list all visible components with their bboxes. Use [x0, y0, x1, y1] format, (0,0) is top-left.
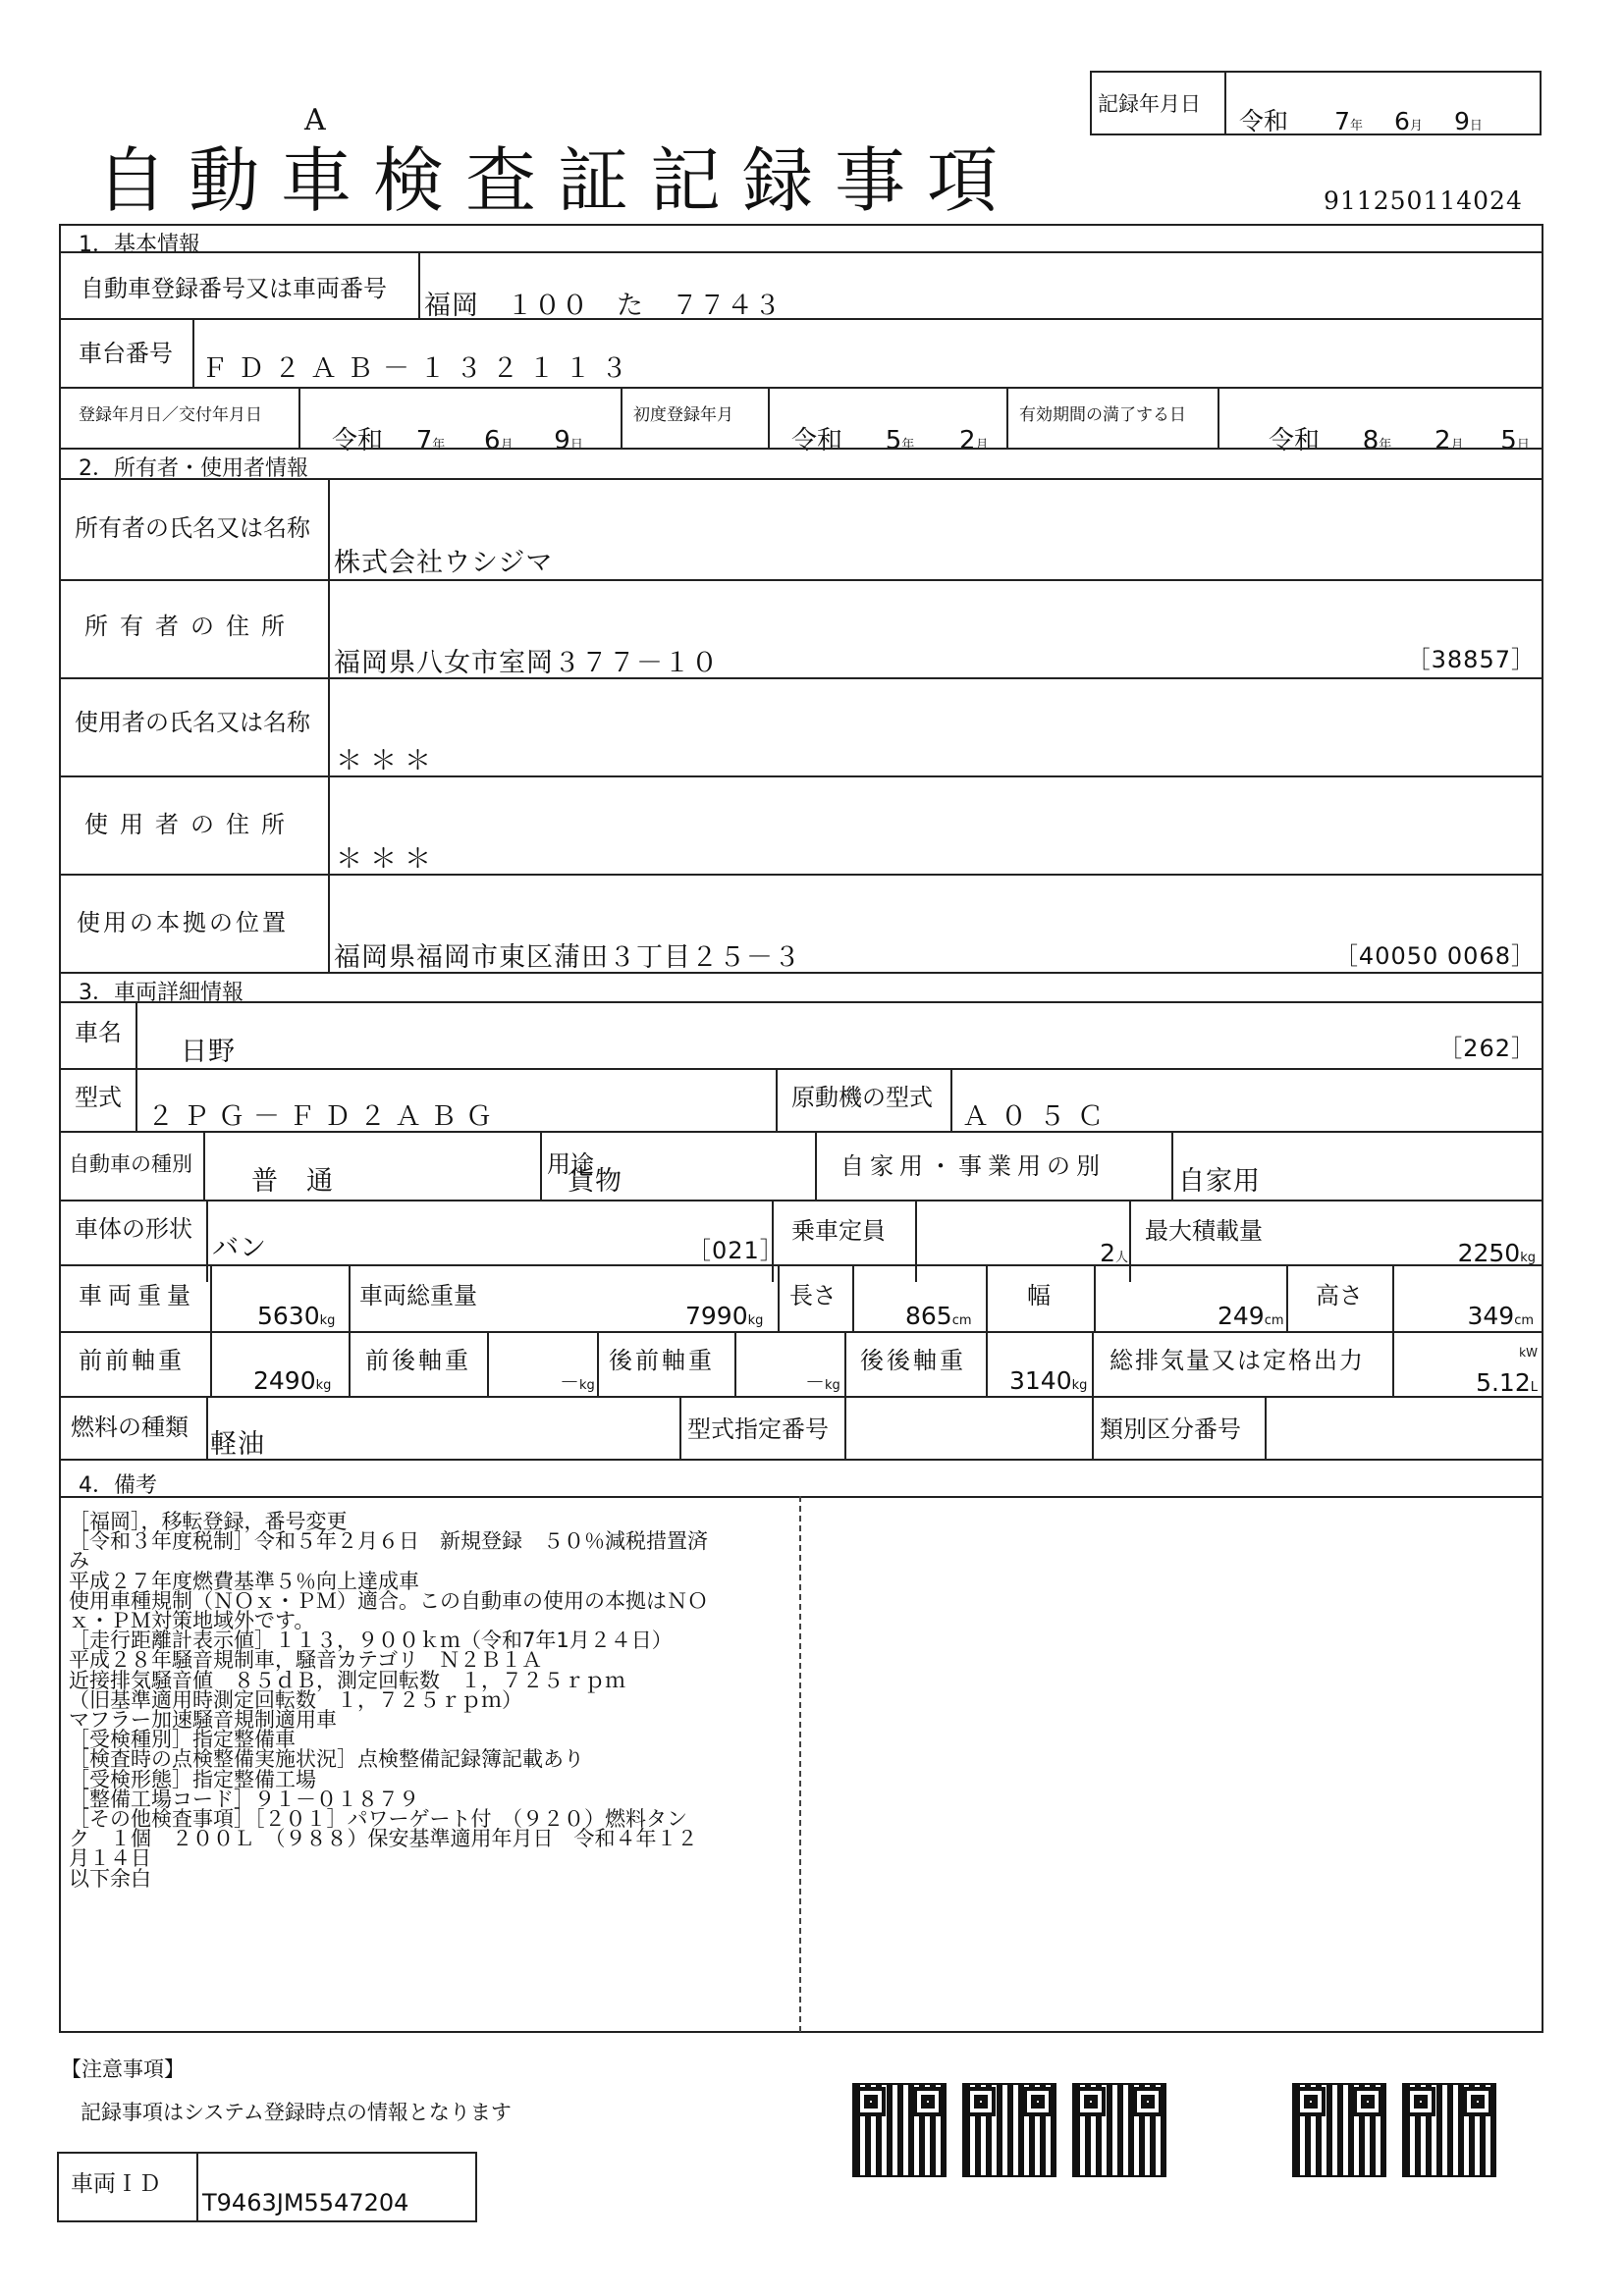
- rear-rear-axle-label: 後後軸重: [860, 1347, 966, 1374]
- engine-model-label: 原動機の型式: [791, 1084, 933, 1111]
- reg-no-value: 福岡 １００ た ７７４３: [424, 291, 782, 321]
- model-value: ２ＰＧ－ＦＤ２ＡＢＧ: [147, 1101, 501, 1132]
- base-location-code: ［40050 0068］: [1333, 942, 1536, 970]
- use-label: 用途: [547, 1150, 594, 1178]
- section-basic-info-title: 1．基本情報: [79, 233, 200, 257]
- private-business-label: 自家用・事業用の別: [840, 1152, 1106, 1180]
- first-reg-label: 初度登録年月: [633, 405, 733, 425]
- record-date: 令和 7年 6月 9日: [1239, 107, 1483, 135]
- owner-name-label: 所有者の氏名又は名称: [75, 514, 310, 542]
- fuel-type-value: 軽油: [210, 1429, 265, 1460]
- user-name-label: 使用者の氏名又は名称: [75, 709, 310, 736]
- length-value: 865cm: [905, 1302, 972, 1330]
- chassis-label: 車台番号: [79, 340, 173, 367]
- vehicle-kind-label: 自動車の種別: [69, 1152, 192, 1176]
- reg-no-label: 自動車登録番号又は車両番号: [81, 275, 387, 302]
- kw-unit: kW: [1519, 1346, 1538, 1360]
- first-reg-value: 令和 5年 2月: [791, 426, 989, 455]
- section-vehicle-details-title: 3．車両詳細情報: [79, 981, 244, 1005]
- type-designation-label: 型式指定番号: [687, 1415, 829, 1443]
- fuel-type-label: 燃料の種類: [71, 1414, 189, 1441]
- qr-code-icon: [962, 2083, 1056, 2177]
- document-number: 911250114024: [1324, 187, 1523, 215]
- vehicle-kind-value: 普 通: [251, 1166, 334, 1197]
- max-load-value: 2250kg: [1457, 1239, 1536, 1267]
- body-shape-code: ［021］: [687, 1237, 785, 1264]
- document-title: 自動車検査証記録事項: [96, 139, 1020, 222]
- rear-front-axle-label: 後前軸重: [609, 1347, 715, 1374]
- owner-address-code: ［38857］: [1406, 646, 1536, 673]
- length-label: 長さ: [789, 1282, 837, 1309]
- car-name-label: 車名: [75, 1019, 122, 1046]
- owner-address-value: 福岡県八女市室岡３７７－１０: [334, 648, 719, 678]
- height-label: 高さ: [1316, 1282, 1363, 1309]
- qr-code-icon: [852, 2083, 947, 2177]
- displacement-label: 総排気量又は定格出力: [1110, 1347, 1365, 1374]
- remarks-text: ［福岡］，移転登録，番号変更 ［令和３年度税制］令和５年２月６日 新規登録 ５０％減税措置済 み 平成２７年度燃費基準５％向上達成車 使用車種規制（ＮＯｘ・ＰＭ）適合。この自動車の使用の本拠はＮＯ ｘ・ＰＭ対策地域外です。 ［走行距離計表示値］１１３，９００ｋｍ（令和7年1月２４日） 平成２８年騒音規制車，騒音カテゴリ Ｎ２Ｂ１Ａ 近接排気騒音値 ８５ｄＢ，測定回転数 １，７２５ｒｐｍ （旧基準適用時測定回転数 １，７２５ｒｐｍ） マフラー加速騒音規制適用車 ［受検種別］指定整備車 ［検査時の点検整備実施状況］点検整備記録簿記載あり ［受検形態］指定整備工場 ［整備工場コード］９１－０１８７９ ［その他検査事項］［２０１］パワーゲート付 （９２０）燃料タン ク １個 ２００Ｌ （９８８）保安基準適用年月日 令和４年１２ 月１４日 以下余白: [69, 1510, 708, 1891]
- expiry-label: 有効期間の満了する日: [1019, 405, 1186, 425]
- class-number-label: 類別区分番号: [1100, 1415, 1241, 1443]
- rear-front-axle-value: －kg: [805, 1370, 840, 1394]
- max-load-label: 最大積載量: [1145, 1217, 1263, 1245]
- capacity-value: 2人: [1100, 1239, 1128, 1267]
- record-date-label: 記録年月日: [1098, 92, 1201, 116]
- gross-weight-value: 7990kg: [685, 1302, 764, 1330]
- rear-rear-axle-value: 3140kg: [1009, 1366, 1088, 1395]
- displacement-value: 5.12L: [1476, 1368, 1538, 1397]
- base-location-label: 使用の本拠の位置: [77, 909, 289, 936]
- front-front-axle-value: 2490kg: [253, 1366, 332, 1395]
- user-address-label: 使用者の住所: [84, 811, 297, 838]
- section-owner-user-title: 2．所有者・使用者情報: [79, 456, 308, 481]
- model-label: 型式: [75, 1084, 122, 1111]
- front-rear-axle-label: 前後軸重: [365, 1347, 471, 1374]
- vehicle-id-value: T9463JM5547204: [202, 2189, 409, 2216]
- owner-name-value: 株式会社ウシジマ: [334, 548, 554, 578]
- body-shape-label: 車体の形状: [75, 1215, 192, 1243]
- vehicle-weight-label: 車両重量: [79, 1282, 196, 1309]
- expiry-value: 令和 8年 2月 5日: [1269, 426, 1530, 455]
- width-value: 249cm: [1218, 1302, 1284, 1330]
- qr-code-icon: [1292, 2083, 1386, 2177]
- capacity-label: 乗車定員: [791, 1217, 886, 1245]
- height-value: 349cm: [1467, 1302, 1534, 1330]
- base-location-value: 福岡県福岡市東区蒲田３丁目２５－３: [334, 942, 801, 973]
- front-rear-axle-value: －kg: [560, 1370, 595, 1394]
- engine-model-value: Ａ０５Ｃ: [962, 1101, 1115, 1132]
- user-address-value: ＊＊＊: [336, 844, 439, 875]
- private-business-value: 自家用: [1178, 1166, 1261, 1197]
- qr-code-icon: [1402, 2083, 1496, 2177]
- notice-text: 記録事項はシステム登録時点の情報となります: [81, 2101, 512, 2124]
- qr-code-icon: [1072, 2083, 1166, 2177]
- owner-address-label: 所有者の住所: [84, 613, 297, 640]
- vehicle-weight-value: 5630kg: [257, 1302, 336, 1330]
- issue-date-value: 令和 7年 6月 9日: [332, 426, 583, 455]
- issue-date-label: 登録年月日／交付年月日: [79, 405, 262, 425]
- front-front-axle-label: 前前軸重: [79, 1347, 185, 1374]
- width-label: 幅: [1027, 1282, 1051, 1309]
- user-name-value: ＊＊＊: [336, 746, 439, 776]
- chassis-value: ＦＤ２ＡＢ－１３２１１３: [201, 353, 637, 384]
- document-mark: A: [304, 103, 326, 137]
- section-remarks-title: 4．備考: [79, 1473, 157, 1498]
- notice-title: 【注意事項】: [61, 2057, 185, 2081]
- use-value: 貨物: [568, 1166, 623, 1197]
- gross-weight-label: 車両総重量: [359, 1282, 477, 1309]
- car-name-value: 日野: [181, 1037, 236, 1067]
- vehicle-id-label: 車両ＩＤ: [71, 2171, 161, 2197]
- car-name-code: ［262］: [1438, 1035, 1536, 1062]
- body-shape-value: バン: [212, 1233, 267, 1263]
